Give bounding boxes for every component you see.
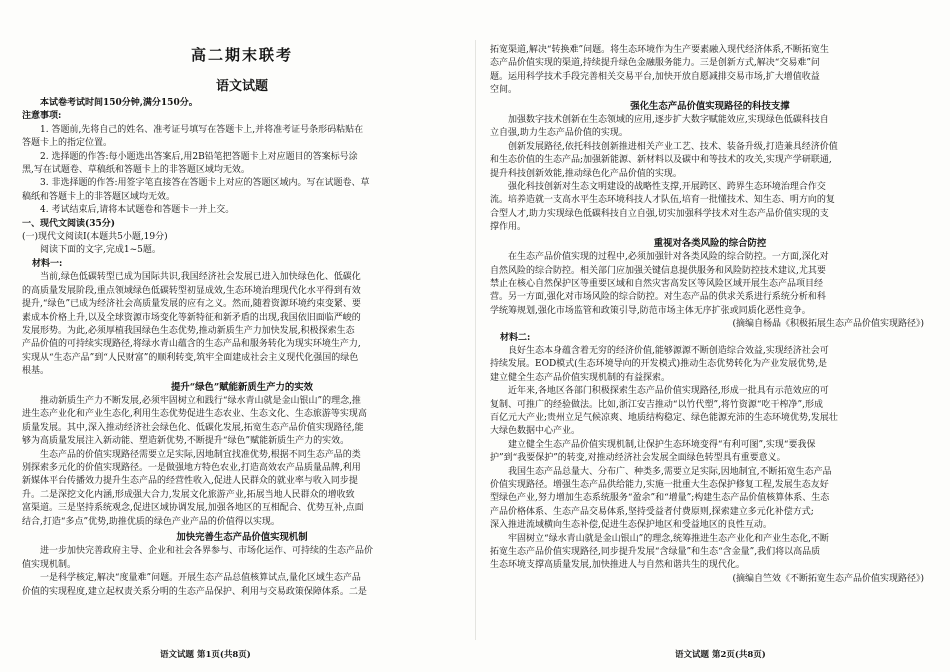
section-heading-risk-control: 重视对各类风险的综合防控 [653, 237, 767, 249]
text-line: 稿纸和答题卡上的非答题区域均无效。 [22, 191, 176, 202]
text-line: 加强数字技术创新在生态领域的应用,逐步扩大数字赋能效应,实现绿色低碳科技自 [508, 115, 829, 126]
text-line: 升。二是深挖文化内涵,形成强大合力,发展文化旅游产业,拓展当地人民群众的增收致 [22, 489, 355, 500]
text-line: 3. 非选择题的作答:用签字笔直接答在答题卡上对应的答题区域内。写在试题卷、草 [40, 178, 370, 189]
text-line: 价值实现路径。增强生态产品供给能力,实施一批重大生态保护修复工程,发展生态友好 [490, 480, 829, 490]
part-one-heading: (一)现代文阅读Ⅰ(本题共5小题,19分) [22, 232, 168, 243]
text-line: 禁止在核心自然保护区等重要区域和自然灾害高发区等风险区域开展生态产品项目经 [490, 278, 824, 289]
notes-list [22, 124, 462, 218]
text-line: 产品价格体系、生态产品交易体系,坚持受益者付费原则,探索建立多元化补偿方式; [490, 506, 814, 517]
text-line: 建立健全生态产品价值实现机制的有益探索。 [490, 372, 671, 383]
text-line: 的高质量发展阶段,重点领域绿色低碳转型初显成效,生态环境治理现代化水平得到有效 [22, 285, 361, 296]
paragraph-mechanism [22, 545, 462, 599]
text-line: 建立健全生态产品价值实现机制,让保护生态环境变得“有利可图”,实现“要我保 [508, 439, 816, 450]
text-line: 答题卡上的指定位置。 [22, 138, 113, 149]
page-two-footer: 语文试题 第2页(共8页) [675, 650, 766, 660]
page-two [490, 0, 930, 672]
text-line: 实现从“生态产品”到“人民财富”的顺利转变,筑牢全面建成社会主义现代化强国的绿色 [22, 352, 359, 363]
section-heading-green-productivity: 提升“绿色”赋能新质生产力的实效 [170, 381, 314, 393]
text-line: 合型人才,助力实现绿色低碳科技自立自强,切实加强科学技术对生态产品价值实现的支 [490, 208, 829, 219]
material-one-label: 材料一: [32, 258, 63, 269]
text-line: 进生态产业化和产业生态化,利用生态优势促进生态农业、生态文化、生态旅游等实现高 [22, 409, 367, 420]
text-line: 根基。 [22, 366, 50, 377]
text-line: 营。另一方面,强化对市场风险的综合防控。对生态产品的供求关系进行系统分析和科 [490, 292, 826, 303]
text-line: 产品价值的可持续实现路径,将绿水青山蕴含的生态产品和服务转化为现实环境生产力, [22, 339, 361, 350]
notes-heading: 注意事项: [22, 111, 62, 122]
text-line: 流。培养造就一支高水平生态环境科技人才队伍,培育一批懂技术、知生态、明方向的复 [490, 195, 835, 206]
exam-title: 高二期末联考 [190, 46, 293, 64]
text-line: 护”到“我要保护”的转变,对推动经济社会发展全面绿色转型具有重要意义。 [490, 453, 786, 464]
source-citation-two: (摘编自竺效《不断拓宽生态产品价值实现路径》) [732, 573, 924, 584]
reading-instruction: 阅读下面的文字,完成1~5题。 [40, 245, 161, 256]
text-line: 新媒体平台传播效力提升生态产品的经营性收入,促进人民群众的就业率与收入同步提 [22, 476, 358, 487]
text-line: 别探索多元化的价值实现路径。一是做强地方特色农业,打造高效农产品质量品牌,利用 [22, 462, 361, 473]
section-heading-tech-support: 强化生态产品价值实现路径的科技支撑 [630, 100, 790, 112]
text-line: 结合,打造“多点”优势,助推优质的绿色产业产品的价值得以实现。 [22, 516, 280, 527]
text-line: 生态产品的价值实现路径需要立足实际,因地制宜找准优势,根据不同生态产品的类 [40, 449, 361, 460]
text-line: 2. 选择题的作答:每小题选出答案后,用2B铅笔把答题卡上对应题目的答案标号涂 [40, 151, 358, 162]
page-one [22, 0, 462, 672]
section-heading-mechanism: 加快完善生态产品价值实现机制 [176, 532, 308, 543]
text-line: 大绿色数据中心产业。 [490, 426, 581, 437]
text-line: 态产品价值实现的渠道,持续提升绿色金融服务能力。三是创新方式,解决“交易难”问 [490, 58, 820, 69]
material-two-text [490, 345, 930, 573]
text-line: 持续发展。EOD模式(生态环境导向的开发模式)推动生态优势转化为产业发展优势,是 [490, 359, 828, 370]
page-one-footer: 语文试题 第1页(共8页) [160, 650, 251, 660]
text-line: 我国生态产品总量大、分布广、种类多,需要立足实际,因地制宜,不断拓宽生态产品 [508, 466, 832, 477]
text-line: 和生态价值的生态产品;加强新能源、新材料以及碳中和等技术的攻关,实现产学研联通, [490, 155, 832, 166]
text-line: 近年来,各地区各部门积极探索生态产品价值实现路径,形成一批具有示范效应的可 [508, 386, 829, 397]
text-line: 生态环境支撑高质量发展,加快推进人与自然和谐共生的现代化。 [490, 560, 745, 571]
paragraph-channels [490, 44, 930, 98]
text-line: 在生态产品价值实现的过程中,必须加强针对各类风险的综合防控。一方面,深化对 [508, 252, 829, 263]
text-line: 1. 答题前,先将自己的姓名、准考证号填写在答题卡上,并将准考证号条形码粘贴在 [40, 124, 364, 135]
text-line: 一是科学核定,解决“度量难”问题。开展生态产品总值核算试点,量化区域生态产品 [40, 573, 361, 584]
text-line: 强化科技创新对生态文明建设的战略性支撑,开展跨区、跨界生态环境治理合作交 [508, 182, 826, 193]
text-line: 富渠道。三是坚持系统观念,促进区域协调发展,加强各地区的互相配合、优势互补,点面 [22, 503, 364, 514]
text-line: 推动新质生产力不断发展,必须牢固树立和践行“绿水青山就是金山银山”的理念,推 [40, 395, 361, 406]
text-line: 百亿元大产业;贵州立足气候凉爽、地质结构稳定、绿色能源充沛的生态环境优势,发展壮 [490, 412, 838, 423]
text-line: 牢固树立“绿水青山就是金山银山”的理念,统筹推进生态产业化和产业生态化,不断 [508, 533, 829, 544]
section-one-heading: 一、现代文阅读(35分) [22, 218, 116, 229]
paragraph-tech-support [490, 114, 930, 235]
text-line: 空间。 [490, 85, 518, 96]
text-line: 题。运用科学技术手段完善相关交易平台,加快开放自愿减排交易市场,扩大增值收益 [490, 71, 820, 82]
text-line: 立自强,助力生态产品价值的实现。 [490, 128, 628, 139]
text-line: 创新发展路径,依托科技创新推进相关产业工艺、技术、装备升级,打造兼具经济价值 [508, 141, 838, 152]
source-citation-one: (摘编自杨晶《积极拓展生态产品价值实现路径》) [732, 319, 924, 330]
text-line: 进一步加快完善政府主导、企业和社会各界参与、市场化运作、可持续的生态产品价 [40, 546, 374, 557]
text-line: 复制、可推广的经验做法。比如,浙江安吉推动“以竹代塑”,将竹资源“吃干榨净”,形成 [490, 399, 823, 410]
material-two-label: 材料二: [500, 332, 531, 343]
text-line: 够为高质量发展注入新动能、塑造新优势,不断提升“绿色”赋能新质生产力的实效。 [22, 436, 350, 447]
text-line: 型绿色产业,努力增加生态系统服务“盈余”和“增量”;构建生态产品价值核算体系、生态 [490, 493, 830, 504]
text-line: 拓宽生态产品价值实现路径,同步提升发展“含绿量”和生态“含金量”,我们将以高品质 [490, 547, 821, 558]
paragraph-risk-control [490, 251, 930, 318]
time-score-line: 本试卷考试时间150分钟,满分150分。 [40, 98, 198, 108]
text-line: 4. 考试结束后,请将本试题卷和答题卡一并上交。 [40, 205, 235, 216]
text-line: 良好生态本身蕴含着无穷的经济价值,能够源源不断创造综合效益,实现经济社会可 [508, 345, 829, 356]
text-line: 质量发展。其中,深入推动经济社会绿色化、低碳化发展,拓宽生态产品价值实现路径,能 [22, 422, 364, 433]
text-line: 学统筹规划,强化市场监管和政策引导,防范市场主体无序扩张或同质化恶性竞争。 [490, 305, 811, 316]
text-line: 黑,写在试题卷、草稿纸和答题卡上的非答题区域均无效。 [22, 165, 250, 176]
text-line: 自然风险的综合防控。相关部门应加强关键信息提供服务和风险防控技术建议,尤其要 [490, 265, 826, 276]
text-line: 提升科技创新效能,推动绿色化产品价值的实现。 [490, 168, 682, 179]
text-line: 当前,绿色低碳转型已成为国际共识,我国经济社会发展已进入加快绿色化、低碳化 [40, 272, 361, 283]
subject-title: 语文试题 [215, 79, 268, 94]
page-divider [475, 40, 476, 640]
paragraph-green-productivity [22, 395, 462, 529]
material-one-text [22, 271, 462, 378]
text-line: 值实现机制。 [22, 559, 77, 570]
text-line: 素成本价格上升,以及全球资源市场变化等新特征和新矛盾的出现,我国依旧面临严峻的 [22, 312, 361, 323]
text-line: 深入推进流域横向生态补偿,促进生态保护地区和受益地区的良性互动。 [490, 520, 772, 531]
text-line: 提升,“绿色”已成为经济社会高质量发展的应有之义。然而,随着资源环境约束变紧、要 [22, 299, 361, 310]
text-line: 发展形势。为此,必须厚植我国绿色生态优势,推动新质生产力加快发展,积极探索生态 [22, 325, 355, 336]
text-line: 拓宽渠道,解决“转换难”问题。将生态环境作为生产要素融入现代经济体系,不断拓宽生 [490, 45, 829, 55]
text-line: 价值的实现程度,建立起权责关系分明的生态产品保护、利用与交易政策保障体系。二是 [22, 586, 367, 597]
text-line: 撑作用。 [490, 222, 527, 233]
